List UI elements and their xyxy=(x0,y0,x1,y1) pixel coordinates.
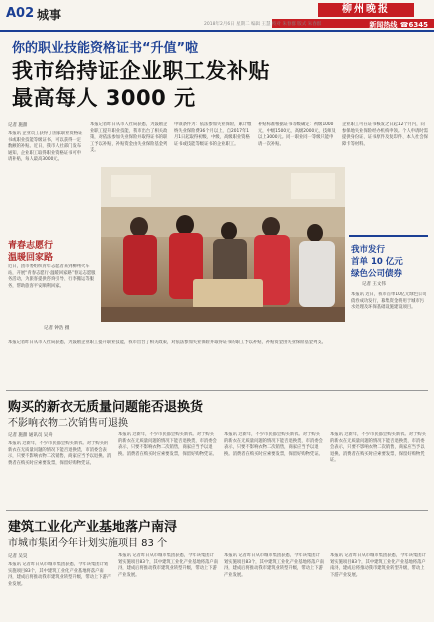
lead-byline: 记者 施甜 xyxy=(8,123,28,128)
section-code: A02 xyxy=(6,6,35,21)
divider-1 xyxy=(6,390,428,391)
story3-column-1: 本报讯 记者昨日从市城市集团获悉，今年该集团计划实施项目83个，其中建筑工业化产业基地将落户南浔，建成后将推动我市建筑业转型升级，带动上下游产业发展。 xyxy=(8,562,112,587)
story3-column-4: 本报讯 记者昨日从市城市集团获悉，今年该集团计划实施项目83个，其中建筑工业化产业基地将落户南浔，建成后将推动我市建筑业转型升级，带动上下游产业发展。 xyxy=(330,553,426,578)
section-name: 城事 xyxy=(37,8,62,22)
bond-text: 本报讯 近日，我市首单10亿元绿色公司债券成功发行，募集资金将用于城市污水处理及环保基础设施建设项目。 xyxy=(351,292,427,311)
header-rule xyxy=(0,30,434,32)
news-hotline: 新闻热线 ☎6345 xyxy=(369,21,428,29)
story3-column-3: 本报讯 记者昨日从市城市集团获悉，今年该集团计划实施项目83个，其中建筑工业化产业基地将落户南浔，建成后将推动我市建筑业转型升级，带动上下游产业发展。 xyxy=(224,553,324,578)
lead-column-1: 本报讯 企业员工获得了国家职业资格证书或职业技能等级证书，可以获得一定数额的补贴。近日，我市人社部门发布通知，企业职工取得职业资格证书可申请补贴，每人最高3000元。 xyxy=(8,131,83,163)
sidebar-byline: 记者 钟浩 摄 xyxy=(44,326,70,331)
bond-title-line2: 首单 10 亿元 xyxy=(351,257,403,267)
lead-headline-line2: 最高每人 3000 元 xyxy=(12,86,196,110)
lead-headline-line1: 我市给持证企业职工发补贴 xyxy=(12,59,270,83)
story3-byline: 记者 吴昊 xyxy=(8,554,28,559)
story2-column-4: 本报讯 过新年，不少市民都会购买新衣。对于购买的新衣在无质量问题的情况下能否退换货，市消委会表示，只要不影响衣物二次销售，商家应当予以退换。消费者在购买时应索要发票，保留好购物凭证。 xyxy=(330,432,426,464)
page-header xyxy=(0,0,434,30)
bond-byline: 记者 王文伟 xyxy=(362,282,386,287)
story3-subheadline: 市城市集团今年计划实施项目 83 个 xyxy=(8,538,168,549)
lead-column-3: 申领条件为：依法参加失业保险，累计缴纳失业保险费36个月以上，自2017年1月1日起取得初级、中级、高级职业资格证书或技能等级证书的企业职工。 xyxy=(174,122,252,147)
story2-byline: 记者 施甜 通讯员 吴舟 xyxy=(8,433,53,438)
lead-kicker: 你的职业技能资格证书“升值”啦 xyxy=(12,41,199,56)
divider-2 xyxy=(6,510,428,511)
photo-illustration xyxy=(101,167,345,322)
sidebar-title-line1: 青春志愿行 xyxy=(8,241,54,251)
bond-title-line3: 绿色公司债券 xyxy=(351,269,403,279)
story3-column-2: 本报讯 记者昨日从市城市集团获悉，今年该集团计划实施项目83个，其中建筑工业化产业基地将落户南浔，建成后将推动我市建筑业转型升级，带动上下游产业发展。 xyxy=(118,553,218,578)
lead-column-5: 企业职工可在证书核发之日起12个月内，向参保地失业保险经办机构申领。个人申请时需提供身份证、证书原件及复印件、本人社会保障卡等材料。 xyxy=(342,122,428,147)
sidebar-title-line2: 温暖回家路 xyxy=(8,253,54,263)
story3-headline: 建筑工业化产业基地落户南浔 xyxy=(8,520,178,535)
story2-column-3: 本报讯 过新年，不少市民都会购买新衣。对于购买的新衣在无质量问题的情况下能否退换货，市消委会表示，只要不影响衣物二次销售，商家应当予以退换。消费者在购买时应索要发票，保留好购物凭证。 xyxy=(224,432,323,457)
lead-text-bottom: 本报记者昨日从市人社局获悉，为鼓励企业职工提升职业技能，我市出台了相关政策，对依法参加失业保险并取得证书的职工予以补贴，补贴资金由失业保险基金列支。 xyxy=(8,340,326,345)
story2-column-1: 本报讯 过新年，不少市民都会购买新衣。对于购买的新衣在无质量问题的情况下能否退换货，市消委会表示，只要不影响衣物二次销售，商家应当予以退换。消费者在购买时应索要发票，保留好购物凭证。 xyxy=(8,441,112,466)
story2-headline: 购买的新衣无质量问题能否退换货 xyxy=(8,400,204,415)
sidebar-text: 近日，团市委组织青年志愿者来到柳州火车站，开展“青春志愿行·温暖回家路”春运志愿服务活动，为旅客提供咨询引导、行李搬运等服务，帮助旅客平安顺利回家。 xyxy=(8,264,96,289)
lead-column-2: 本报记者昨日从市人社局获悉，为鼓励企业职工提升职业技能，我市出台了相关政策，对依法参加失业保险并取得证书的职工予以补贴，补贴资金由失业保险基金列支。 xyxy=(90,122,168,154)
story2-subheadline: 不影响衣物二次销售可退换 xyxy=(8,418,128,429)
bond-title-line1: 我市发行 xyxy=(351,245,386,255)
masthead-logo: 柳州晚报 xyxy=(318,3,414,17)
lead-column-4: 补贴标准根据证书等级确定：初级1000元，中级1500元，高级2000元，技师及以上3000元。同一职业同一等级只能申请一次补贴。 xyxy=(258,122,336,147)
dateline: 2018年2月6日 星期二 编辑 王慧 校对 朱春群 版式 朱春群 xyxy=(204,22,322,27)
volunteers-photo xyxy=(101,167,345,322)
story2-column-2: 本报讯 过新年，不少市民都会购买新衣。对于购买的新衣在无质量问题的情况下能否退换货，市消委会表示，只要不影响衣物二次销售，商家应当予以退换。消费者在购买时应索要发票，保留好购物凭证。 xyxy=(118,432,217,457)
